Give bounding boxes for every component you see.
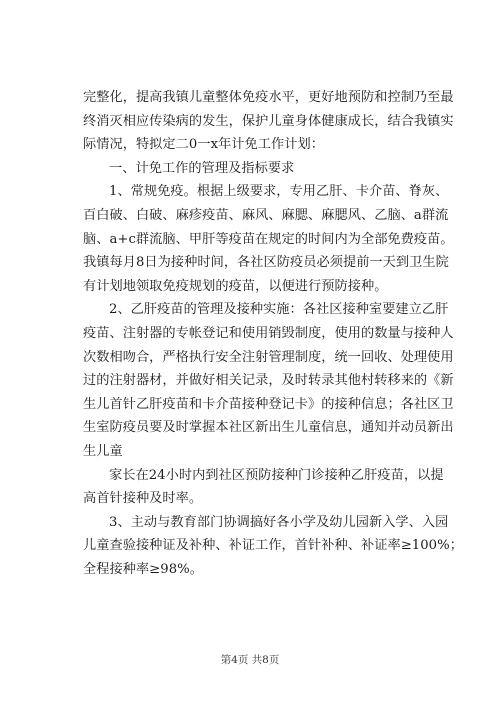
section-heading: 一、计免工作的管理及指标要求: [109, 160, 295, 176]
text-line: 生室防疫员要及时掌握本社区新出生儿童信息，通知并动员新出: [83, 420, 454, 436]
text-line: 我镇每月8日为接种时间，各社区防疫员必须提前一天到卫生院: [83, 255, 449, 271]
text-line: 脑、a+c群流脑、甲肝等疫苗在规定的时间内为全部免费疫苗。: [83, 231, 454, 247]
text-line: 全程接种率≥98%。: [83, 561, 203, 577]
text-line: 生儿童: [83, 443, 123, 459]
text-line: 终消灭相应传染病的发生，保护儿童身体健康成长，结合我镇实: [83, 113, 454, 129]
text-line: 完整化，提高我镇儿童整体免疫水平，更好地预防和控制乃至最: [83, 90, 454, 105]
text-line: 儿童查验接种证及补种、补证工作，首针补种、补证率≥100%；: [83, 538, 463, 554]
text-line: 生儿首针乙肝疫苗和卡介苗接种登记卡》的接种信息；各社区卫: [83, 396, 454, 412]
text-line: 有计划地领取免疫规划的疫苗，以便进行预防接种。: [83, 278, 388, 294]
text-line: 3、主动与教育部门协调搞好各小学及幼儿园新入学、入园: [109, 514, 449, 530]
text-line: 2、乙肝疫苗的管理及接种实施：各社区接种室要建立乙肝: [109, 302, 449, 318]
text-line: 百白破、白破、麻疹疫苗、麻风、麻腮、麻腮风、乙脑、a群流: [83, 207, 449, 223]
text-line: 家长在24小时内到社区预防接种门诊接种乙肝疫苗，以提: [109, 467, 444, 483]
text-line: 高首针接种及时率。: [83, 491, 203, 507]
text-line: 1、常规免疫。根据上级要求，专用乙肝、卡介苗、脊灰、: [109, 184, 449, 200]
text-line: 次数相吻合，严格执行安全注射管理制度，统一回收、处理使用: [83, 349, 454, 365]
document-body: [83, 86, 463, 581]
page-footer: 第4页 共8页: [220, 654, 280, 666]
text-line: 疫苗、注射器的专帐登记和使用销毁制度，使用的数量与接种人: [83, 325, 454, 341]
text-line: 过的注射器材，并做好相关记录，及时转录其他村转移来的《新: [83, 373, 454, 389]
text-line: 际情况，特拟定二0一x年计免工作计划：: [83, 137, 324, 153]
